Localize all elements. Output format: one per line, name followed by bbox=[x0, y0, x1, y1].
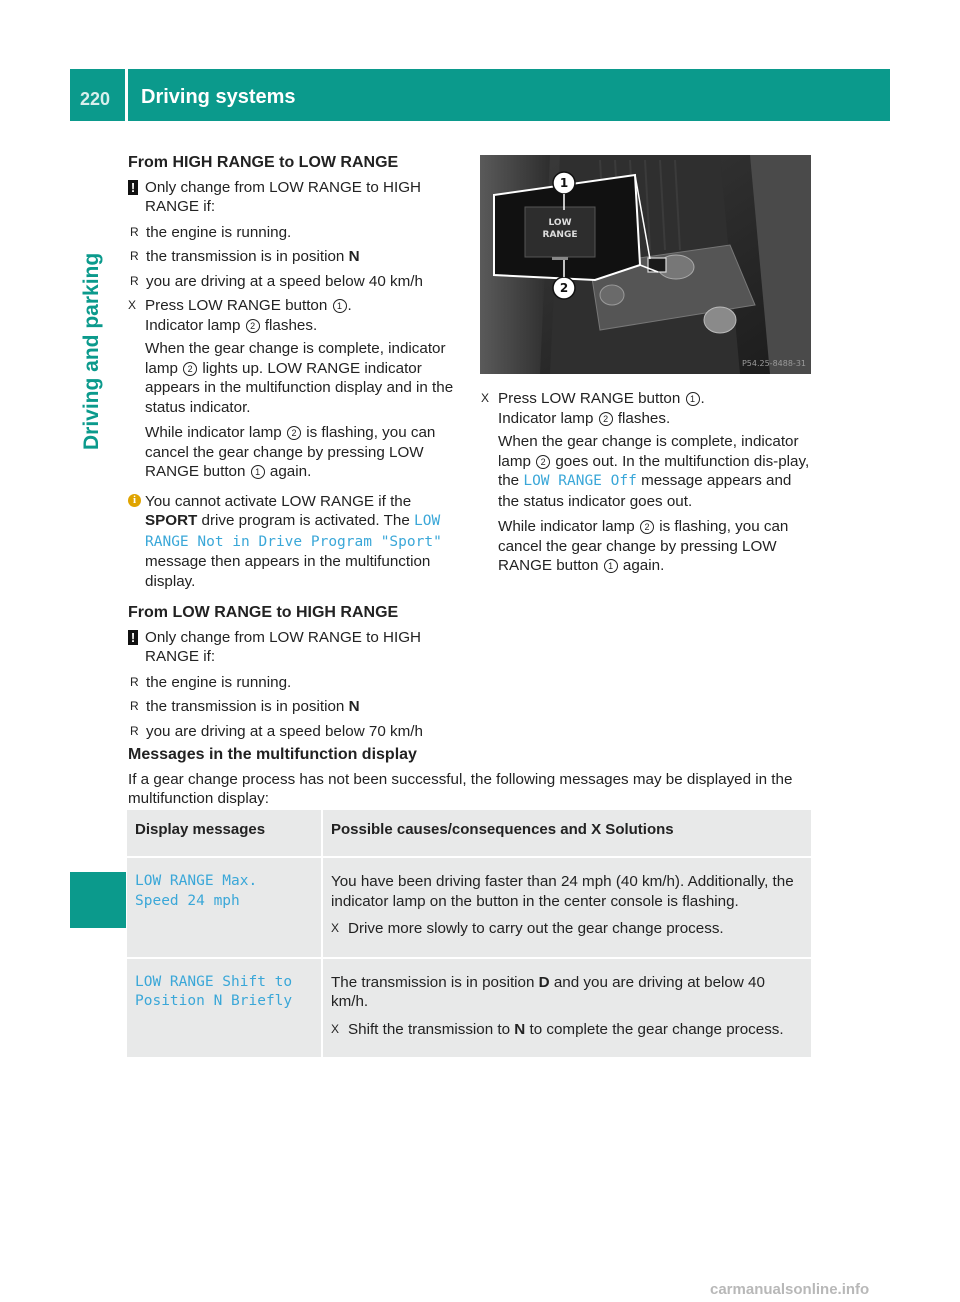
warning-note bbox=[128, 628, 460, 667]
paragraph-text: While indicator lamp bbox=[145, 424, 286, 441]
paragraph-text: While indicator lamp bbox=[498, 518, 639, 535]
solutions-arrow-icon: X bbox=[591, 821, 602, 838]
step-text: . bbox=[347, 297, 352, 314]
step-text: . bbox=[700, 390, 705, 407]
step-item bbox=[331, 1020, 805, 1040]
column-header-text: Solutions bbox=[601, 821, 674, 838]
warning-note bbox=[128, 178, 460, 217]
cause-cell bbox=[322, 958, 811, 1058]
cause-text-part: The transmission is in position bbox=[331, 973, 539, 991]
step-text: Indicator lamp bbox=[145, 316, 245, 334]
header-divider bbox=[125, 69, 128, 121]
messages-section bbox=[128, 745, 818, 815]
messages-table bbox=[127, 810, 811, 1057]
paragraph bbox=[128, 339, 460, 417]
section-title-messages: Messages in the multifunction display bbox=[128, 746, 417, 763]
left-column bbox=[128, 153, 460, 746]
list-item-text: you are driving at a speed below 70 km/h bbox=[146, 722, 423, 740]
action-text: Drive more slowly to carry out the gear change process. bbox=[348, 920, 724, 937]
position-n: N bbox=[348, 698, 360, 715]
step-arrow-icon: X bbox=[481, 391, 490, 405]
right-column bbox=[481, 389, 813, 582]
center-console-photo bbox=[480, 155, 811, 374]
column-header-display-messages: Display messages bbox=[127, 810, 322, 857]
list-item-text: you are driving at a speed below 40 km/h bbox=[146, 272, 423, 290]
list-item bbox=[129, 673, 460, 693]
table-row bbox=[127, 857, 811, 958]
bullet-icon: R bbox=[130, 674, 139, 689]
cause-cell bbox=[322, 857, 811, 958]
callout-2-icon: 2 bbox=[183, 362, 197, 376]
svg-text:RANGE: RANGE bbox=[542, 230, 578, 240]
warning-icon: ! bbox=[128, 180, 138, 195]
step-arrow-icon: X bbox=[128, 298, 137, 312]
display-message-text: LOW RANGE Off bbox=[523, 473, 637, 489]
info-note bbox=[128, 492, 460, 592]
position-d: D bbox=[538, 973, 550, 991]
list-item-text: the transmission is in position bbox=[146, 248, 349, 265]
warning-text: Only change from LOW RANGE to HIGH RANGE if: bbox=[145, 628, 421, 665]
display-message-text: LOW RANGE Max. bbox=[135, 873, 258, 889]
paragraph bbox=[481, 517, 813, 576]
info-icon: i bbox=[128, 494, 141, 507]
page-header bbox=[70, 69, 890, 121]
paragraph bbox=[481, 432, 813, 511]
side-chapter-tab bbox=[70, 872, 126, 928]
column-header-text: Possible causes/consequences and bbox=[331, 821, 592, 838]
info-text: message then appears in the multifunction display. bbox=[145, 553, 431, 590]
paragraph-text: is flashing, you can cancel the gear change by pressing LOW RANGE button bbox=[145, 424, 436, 480]
step-text: Press LOW RANGE button bbox=[498, 390, 685, 407]
callout-1-icon: 1 bbox=[251, 465, 265, 479]
section-title-low-to-high: From LOW RANGE to HIGH RANGE bbox=[128, 604, 399, 621]
sport-label: SPORT bbox=[145, 512, 198, 529]
section-title-high-to-low: From HIGH RANGE to LOW RANGE bbox=[128, 154, 399, 171]
bullet-icon: R bbox=[130, 224, 139, 239]
side-chapter-text: Driving and parking bbox=[80, 252, 103, 450]
figure-code: P54.25-8488-31 bbox=[741, 359, 806, 368]
message-cell bbox=[127, 857, 322, 958]
position-n: N bbox=[514, 1020, 526, 1038]
bullet-icon: R bbox=[130, 723, 139, 738]
list-item bbox=[129, 247, 460, 267]
paragraph-text: When the gear change is complete, indicator lamp bbox=[145, 340, 446, 377]
column-header-causes-solutions bbox=[322, 810, 811, 857]
watermark: carmanualsonline.info bbox=[710, 1281, 870, 1298]
paragraph-text: message appears and the status indicator goes out. bbox=[498, 472, 792, 510]
paragraph-text: goes out. In the multifunction dis-play, the bbox=[498, 452, 810, 489]
list-item bbox=[129, 697, 460, 717]
table-header-row bbox=[127, 810, 811, 857]
bullet-icon: R bbox=[130, 273, 139, 288]
step-text: flashes. bbox=[613, 409, 671, 427]
list-item-text: the engine is running. bbox=[146, 223, 292, 241]
callout-1-icon: 1 bbox=[686, 392, 700, 406]
cause-text-part: and you are driving at below 40 km/h. bbox=[331, 973, 765, 1010]
paragraph-text: again. bbox=[618, 557, 665, 574]
display-message-text: LOW RANGE Shift to bbox=[135, 973, 293, 990]
message-cell bbox=[127, 958, 322, 1058]
callout-1-icon: 1 bbox=[333, 299, 347, 313]
figure-callout-1: 1 bbox=[559, 176, 569, 190]
step-item bbox=[481, 389, 813, 428]
step-item bbox=[331, 919, 805, 939]
display-message-text: LOW RANGE Not in Drive Program "Sport" bbox=[145, 513, 442, 550]
display-message-text: Position N Briefly bbox=[135, 993, 293, 1009]
figure-callout-2: 2 bbox=[559, 281, 569, 295]
info-text: You cannot activate LOW RANGE if the bbox=[145, 492, 412, 510]
svg-text:LOW: LOW bbox=[548, 218, 572, 228]
list-item-text: the engine is running. bbox=[146, 673, 292, 691]
paragraph bbox=[128, 423, 460, 482]
callout-2-icon: 2 bbox=[599, 412, 613, 426]
position-n: N bbox=[348, 248, 360, 265]
step-arrow-icon: X bbox=[331, 921, 340, 935]
cause-text: You have been driving faster than 24 mph (40 km/h). Additionally, the indicator lamp on the button in the center console is flashing. bbox=[331, 873, 794, 910]
list-item bbox=[129, 722, 460, 742]
paragraph-text: is flashing, you can cancel the gear change by pressing LOW RANGE button bbox=[498, 518, 789, 574]
display-message-text: Speed 24 mph bbox=[135, 892, 240, 909]
list-item-text: the transmission is in position bbox=[146, 698, 349, 715]
paragraph-text: again. bbox=[265, 463, 312, 480]
cause-text bbox=[331, 973, 805, 1012]
callout-2-icon: 2 bbox=[640, 520, 654, 534]
step-text: Indicator lamp bbox=[498, 409, 598, 427]
warning-icon: ! bbox=[128, 630, 138, 645]
console-illustration bbox=[480, 155, 811, 374]
step-text: flashes. bbox=[260, 316, 318, 334]
callout-1-icon: 1 bbox=[604, 559, 618, 573]
step-arrow-icon: X bbox=[331, 1021, 340, 1036]
list-item bbox=[129, 272, 460, 292]
step-text: Press LOW RANGE button bbox=[145, 297, 332, 314]
page-number: 220 bbox=[80, 89, 111, 109]
bullet-icon: R bbox=[130, 699, 139, 713]
action-text: to complete the gear change process. bbox=[525, 1020, 784, 1038]
callout-2-icon: 2 bbox=[287, 426, 301, 440]
messages-intro: If a gear change process has not been successful, the following messages may be displayed in the multifunction display: bbox=[128, 770, 793, 807]
list-item bbox=[129, 223, 460, 243]
action-text: Shift the transmission to bbox=[348, 1020, 515, 1038]
callout-2-icon: 2 bbox=[536, 455, 550, 469]
table-row bbox=[127, 958, 811, 1058]
bullet-icon: R bbox=[130, 249, 139, 263]
callout-2-icon: 2 bbox=[246, 319, 260, 333]
header-title: Driving systems bbox=[141, 86, 296, 108]
warning-text: Only change from LOW RANGE to HIGH RANGE if: bbox=[145, 178, 421, 215]
paragraph-text: When the gear change is complete, indicator lamp bbox=[498, 433, 799, 470]
step-item bbox=[128, 296, 460, 335]
info-text: drive program is activated. The bbox=[197, 512, 414, 529]
paragraph-text: lights up. LOW RANGE indicator appears in the multifunction display and in the status indicator. bbox=[145, 359, 454, 416]
